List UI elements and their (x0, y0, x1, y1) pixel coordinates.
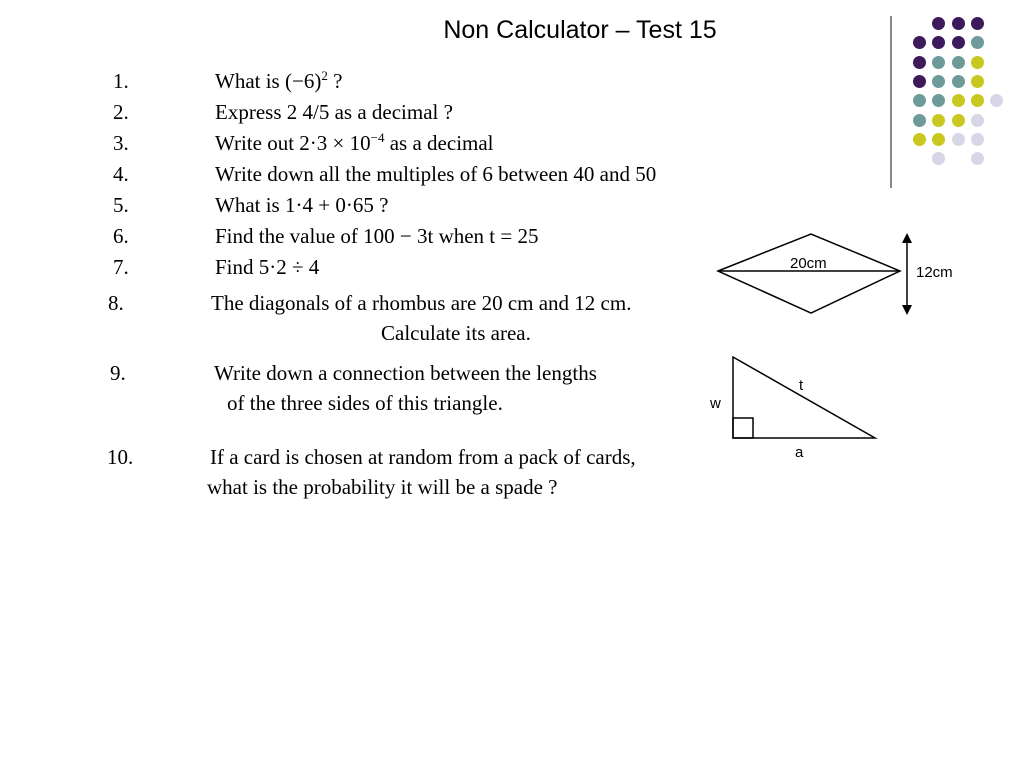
rhombus-height-label: 12cm (916, 264, 953, 281)
question-text: Write down all the multiples of 6 between 40 and 50 (215, 162, 657, 186)
arrow-head-down (902, 305, 912, 315)
right-angle-marker (733, 418, 753, 438)
rhombus-diagonal-label: 20cm (790, 255, 827, 272)
question-number: 2. (113, 100, 129, 124)
question-number: 4. (113, 162, 129, 186)
decorative-dot (913, 114, 926, 127)
exponent: 2 (321, 68, 328, 83)
question-text: Express 2 4/5 as a decimal ? (215, 100, 453, 124)
decorative-dot (952, 36, 965, 49)
decorative-dot (971, 152, 984, 165)
decorative-dot (952, 17, 965, 30)
question-number: 6. (113, 224, 129, 248)
decorative-dot (913, 75, 926, 88)
decorative-dot (971, 133, 984, 146)
question-number: 8. (108, 291, 124, 315)
question-text-line2: of the three sides of this triangle. (227, 391, 503, 415)
decorative-dot (971, 114, 984, 127)
question-text-line1: The diagonals of a rhombus are 20 cm and 12 cm. (211, 291, 632, 315)
question-number: 1. (113, 69, 129, 93)
question-text-end: as a decimal (384, 131, 494, 155)
triangle-side-t: t (799, 377, 804, 394)
question-text-line1: If a card is chosen at random from a pack of cards, (210, 445, 636, 469)
question-text-line2: Calculate its area. (381, 321, 531, 345)
question-number: 9. (110, 361, 126, 385)
decorative-dot (952, 94, 965, 107)
triangle-side-a: a (795, 444, 804, 461)
decorative-dot (971, 56, 984, 69)
question-text-end: ? (327, 69, 343, 93)
question-text: What is (−6) (215, 69, 322, 93)
decorative-dot (932, 114, 945, 127)
question-number: 5. (113, 193, 129, 217)
question-text-line1: Write down a connection between the lengths (214, 361, 597, 385)
decorative-dot (913, 56, 926, 69)
decorative-dot (952, 114, 965, 127)
rhombus-shape (718, 234, 900, 313)
exponent: −4 (370, 130, 385, 145)
question-text-line2: what is the probability it will be a spade ? (207, 475, 558, 499)
question-number: 10. (107, 445, 134, 469)
decorative-dot (952, 133, 965, 146)
slide-title: Non Calculator – Test 15 (443, 16, 717, 44)
triangle-side-w: w (710, 395, 721, 412)
decorative-dot (913, 133, 926, 146)
right-triangle (733, 357, 875, 438)
decorative-dot (971, 94, 984, 107)
question-number: 3. (113, 131, 129, 155)
question-text: Find the value of 100 − 3t when t = 25 (215, 224, 539, 248)
decorative-dot (971, 75, 984, 88)
question-number: 7. (113, 255, 129, 279)
arrow-head-up (902, 233, 912, 243)
question-text: What is 1·4 + 0·65 ? (215, 193, 389, 217)
question-text: Find 5·2 ÷ 4 (215, 255, 320, 279)
question-text: Write out 2·3 × 10 (215, 131, 371, 155)
decorative-dot (971, 17, 984, 30)
decorative-dot (952, 56, 965, 69)
decorative-dot (932, 56, 945, 69)
decorative-divider (890, 16, 892, 188)
decorative-dot (952, 75, 965, 88)
